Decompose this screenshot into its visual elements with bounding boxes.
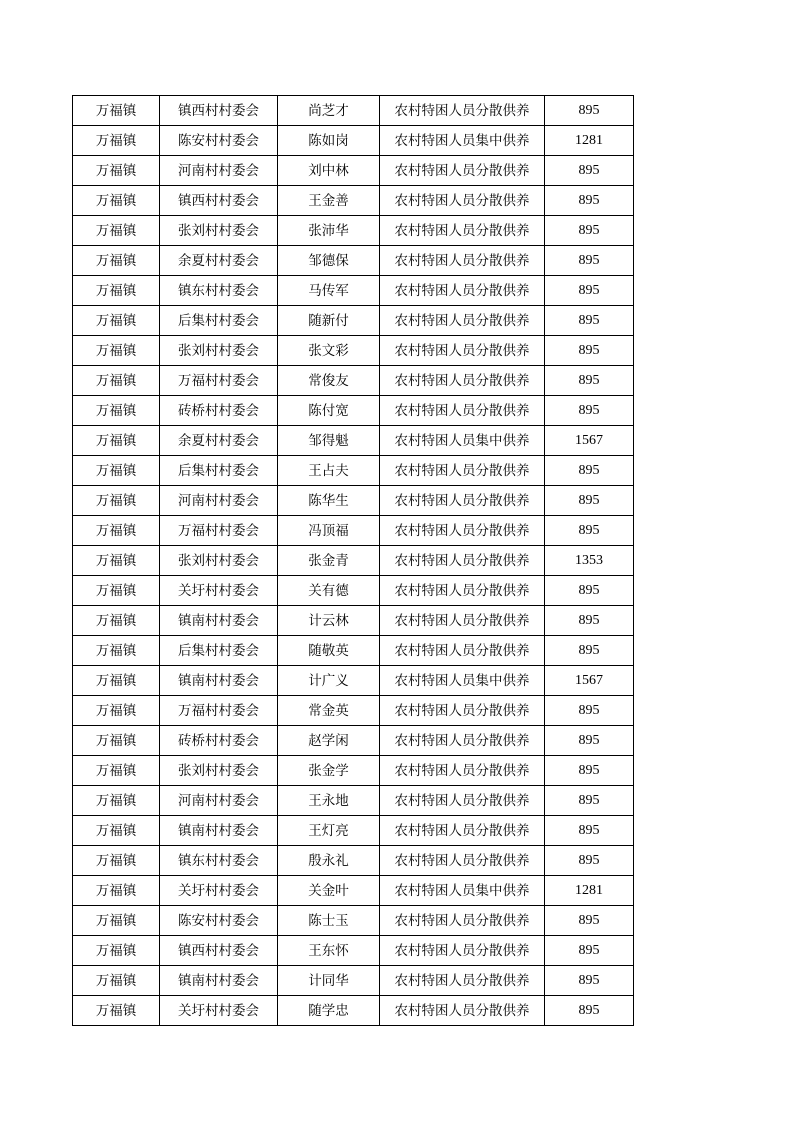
amount-cell: 895 (545, 636, 634, 666)
amount-cell: 895 (545, 996, 634, 1026)
name-cell: 王金善 (278, 186, 380, 216)
support-type-cell: 农村特困人员分散供养 (380, 846, 545, 876)
town-cell: 万福镇 (73, 486, 160, 516)
amount-cell: 895 (545, 936, 634, 966)
support-type-cell: 农村特困人员分散供养 (380, 366, 545, 396)
name-cell: 张金学 (278, 756, 380, 786)
village-cell: 万福村村委会 (160, 696, 278, 726)
name-cell: 计同华 (278, 966, 380, 996)
support-type-cell: 农村特困人员集中供养 (380, 876, 545, 906)
town-cell: 万福镇 (73, 576, 160, 606)
town-cell: 万福镇 (73, 936, 160, 966)
table-row (73, 306, 634, 336)
name-cell: 陈付宽 (278, 396, 380, 426)
town-cell: 万福镇 (73, 96, 160, 126)
village-cell: 张刘村村委会 (160, 336, 278, 366)
amount-cell: 895 (545, 846, 634, 876)
table-row (73, 246, 634, 276)
name-cell: 计云林 (278, 606, 380, 636)
village-cell: 镇南村村委会 (160, 966, 278, 996)
town-cell: 万福镇 (73, 666, 160, 696)
town-cell: 万福镇 (73, 966, 160, 996)
support-type-cell: 农村特困人员分散供养 (380, 456, 545, 486)
table-row (73, 546, 634, 576)
amount-cell: 895 (545, 276, 634, 306)
town-cell: 万福镇 (73, 156, 160, 186)
support-type-cell: 农村特困人员分散供养 (380, 906, 545, 936)
amount-cell: 895 (545, 516, 634, 546)
support-type-cell: 农村特困人员分散供养 (380, 216, 545, 246)
table-row (73, 876, 634, 906)
table-row (73, 516, 634, 546)
town-cell: 万福镇 (73, 636, 160, 666)
village-cell: 张刘村村委会 (160, 216, 278, 246)
support-type-cell: 农村特困人员分散供养 (380, 696, 545, 726)
amount-cell: 895 (545, 216, 634, 246)
support-type-cell: 农村特困人员分散供养 (380, 936, 545, 966)
name-cell: 赵学闲 (278, 726, 380, 756)
town-cell: 万福镇 (73, 696, 160, 726)
beneficiary-table (72, 95, 634, 1026)
amount-cell: 895 (545, 486, 634, 516)
support-type-cell: 农村特困人员分散供养 (380, 966, 545, 996)
town-cell: 万福镇 (73, 246, 160, 276)
table-row (73, 456, 634, 486)
town-cell: 万福镇 (73, 906, 160, 936)
town-cell: 万福镇 (73, 426, 160, 456)
village-cell: 镇南村村委会 (160, 666, 278, 696)
town-cell: 万福镇 (73, 186, 160, 216)
name-cell: 陈华生 (278, 486, 380, 516)
support-type-cell: 农村特困人员分散供养 (380, 156, 545, 186)
support-type-cell: 农村特困人员分散供养 (380, 336, 545, 366)
amount-cell: 1281 (545, 126, 634, 156)
name-cell: 随敬英 (278, 636, 380, 666)
table-row (73, 336, 634, 366)
table-row (73, 276, 634, 306)
name-cell: 刘中林 (278, 156, 380, 186)
name-cell: 冯顶福 (278, 516, 380, 546)
table-row (73, 756, 634, 786)
table-row (73, 366, 634, 396)
village-cell: 砖桥村村委会 (160, 726, 278, 756)
name-cell: 王灯亮 (278, 816, 380, 846)
town-cell: 万福镇 (73, 726, 160, 756)
table-row (73, 846, 634, 876)
town-cell: 万福镇 (73, 396, 160, 426)
amount-cell: 895 (545, 96, 634, 126)
village-cell: 余夏村村委会 (160, 426, 278, 456)
village-cell: 镇西村村委会 (160, 96, 278, 126)
town-cell: 万福镇 (73, 336, 160, 366)
village-cell: 河南村村委会 (160, 786, 278, 816)
village-cell: 余夏村村委会 (160, 246, 278, 276)
village-cell: 后集村村委会 (160, 306, 278, 336)
village-cell: 万福村村委会 (160, 366, 278, 396)
village-cell: 陈安村村委会 (160, 126, 278, 156)
town-cell: 万福镇 (73, 996, 160, 1026)
name-cell: 尚芝才 (278, 96, 380, 126)
support-type-cell: 农村特困人员分散供养 (380, 306, 545, 336)
town-cell: 万福镇 (73, 606, 160, 636)
table-row (73, 486, 634, 516)
table-row (73, 96, 634, 126)
support-type-cell: 农村特困人员分散供养 (380, 756, 545, 786)
village-cell: 陈安村村委会 (160, 906, 278, 936)
amount-cell: 1567 (545, 666, 634, 696)
name-cell: 常俊友 (278, 366, 380, 396)
support-type-cell: 农村特困人员分散供养 (380, 996, 545, 1026)
table-row (73, 816, 634, 846)
name-cell: 王东怀 (278, 936, 380, 966)
town-cell: 万福镇 (73, 546, 160, 576)
support-type-cell: 农村特困人员分散供养 (380, 186, 545, 216)
support-type-cell: 农村特困人员分散供养 (380, 606, 545, 636)
town-cell: 万福镇 (73, 126, 160, 156)
village-cell: 张刘村村委会 (160, 756, 278, 786)
town-cell: 万福镇 (73, 756, 160, 786)
table-row (73, 696, 634, 726)
table-row (73, 966, 634, 996)
name-cell: 陈如岗 (278, 126, 380, 156)
village-cell: 河南村村委会 (160, 156, 278, 186)
name-cell: 随新付 (278, 306, 380, 336)
name-cell: 殷永礼 (278, 846, 380, 876)
table-row (73, 216, 634, 246)
support-type-cell: 农村特困人员集中供养 (380, 666, 545, 696)
amount-cell: 1353 (545, 546, 634, 576)
amount-cell: 895 (545, 366, 634, 396)
amount-cell: 895 (545, 246, 634, 276)
table-row (73, 156, 634, 186)
village-cell: 镇东村村委会 (160, 276, 278, 306)
amount-cell: 895 (545, 576, 634, 606)
table-row (73, 786, 634, 816)
town-cell: 万福镇 (73, 876, 160, 906)
document-page (72, 95, 634, 1026)
village-cell: 镇南村村委会 (160, 816, 278, 846)
support-type-cell: 农村特困人员分散供养 (380, 636, 545, 666)
name-cell: 邹德保 (278, 246, 380, 276)
town-cell: 万福镇 (73, 786, 160, 816)
amount-cell: 895 (545, 786, 634, 816)
name-cell: 张沛华 (278, 216, 380, 246)
town-cell: 万福镇 (73, 846, 160, 876)
name-cell: 张文彩 (278, 336, 380, 366)
support-type-cell: 农村特困人员集中供养 (380, 426, 545, 456)
table-row (73, 636, 634, 666)
amount-cell: 895 (545, 696, 634, 726)
table-row (73, 666, 634, 696)
table-row (73, 906, 634, 936)
table-row (73, 606, 634, 636)
village-cell: 万福村村委会 (160, 516, 278, 546)
town-cell: 万福镇 (73, 276, 160, 306)
amount-cell: 1281 (545, 876, 634, 906)
village-cell: 河南村村委会 (160, 486, 278, 516)
support-type-cell: 农村特困人员分散供养 (380, 486, 545, 516)
amount-cell: 1567 (545, 426, 634, 456)
village-cell: 镇西村村委会 (160, 936, 278, 966)
table-row (73, 996, 634, 1026)
town-cell: 万福镇 (73, 816, 160, 846)
table-row (73, 396, 634, 426)
town-cell: 万福镇 (73, 516, 160, 546)
support-type-cell: 农村特困人员分散供养 (380, 396, 545, 426)
table-row (73, 126, 634, 156)
amount-cell: 895 (545, 726, 634, 756)
support-type-cell: 农村特困人员分散供养 (380, 276, 545, 306)
amount-cell: 895 (545, 336, 634, 366)
village-cell: 镇南村村委会 (160, 606, 278, 636)
town-cell: 万福镇 (73, 456, 160, 486)
table-row (73, 936, 634, 966)
amount-cell: 895 (545, 606, 634, 636)
amount-cell: 895 (545, 456, 634, 486)
amount-cell: 895 (545, 156, 634, 186)
village-cell: 后集村村委会 (160, 456, 278, 486)
amount-cell: 895 (545, 966, 634, 996)
village-cell: 后集村村委会 (160, 636, 278, 666)
village-cell: 镇西村村委会 (160, 186, 278, 216)
table-row (73, 726, 634, 756)
support-type-cell: 农村特困人员分散供养 (380, 96, 545, 126)
name-cell: 关有德 (278, 576, 380, 606)
town-cell: 万福镇 (73, 216, 160, 246)
amount-cell: 895 (545, 306, 634, 336)
name-cell: 马传军 (278, 276, 380, 306)
support-type-cell: 农村特困人员分散供养 (380, 546, 545, 576)
name-cell: 张金青 (278, 546, 380, 576)
support-type-cell: 农村特困人员分散供养 (380, 516, 545, 546)
support-type-cell: 农村特困人员分散供养 (380, 246, 545, 276)
name-cell: 王永地 (278, 786, 380, 816)
support-type-cell: 农村特困人员分散供养 (380, 816, 545, 846)
town-cell: 万福镇 (73, 306, 160, 336)
village-cell: 砖桥村村委会 (160, 396, 278, 426)
support-type-cell: 农村特困人员分散供养 (380, 786, 545, 816)
table-row (73, 426, 634, 456)
table-body (73, 96, 634, 1026)
village-cell: 张刘村村委会 (160, 546, 278, 576)
village-cell: 关圩村村委会 (160, 996, 278, 1026)
name-cell: 王占夫 (278, 456, 380, 486)
amount-cell: 895 (545, 906, 634, 936)
name-cell: 常金英 (278, 696, 380, 726)
name-cell: 邹得魁 (278, 426, 380, 456)
table-row (73, 186, 634, 216)
support-type-cell: 农村特困人员集中供养 (380, 126, 545, 156)
support-type-cell: 农村特困人员分散供养 (380, 576, 545, 606)
village-cell: 镇东村村委会 (160, 846, 278, 876)
table-row (73, 576, 634, 606)
amount-cell: 895 (545, 756, 634, 786)
support-type-cell: 农村特困人员分散供养 (380, 726, 545, 756)
name-cell: 计广义 (278, 666, 380, 696)
village-cell: 关圩村村委会 (160, 576, 278, 606)
amount-cell: 895 (545, 816, 634, 846)
name-cell: 陈士玉 (278, 906, 380, 936)
amount-cell: 895 (545, 186, 634, 216)
town-cell: 万福镇 (73, 366, 160, 396)
name-cell: 关金叶 (278, 876, 380, 906)
village-cell: 关圩村村委会 (160, 876, 278, 906)
amount-cell: 895 (545, 396, 634, 426)
name-cell: 随学忠 (278, 996, 380, 1026)
